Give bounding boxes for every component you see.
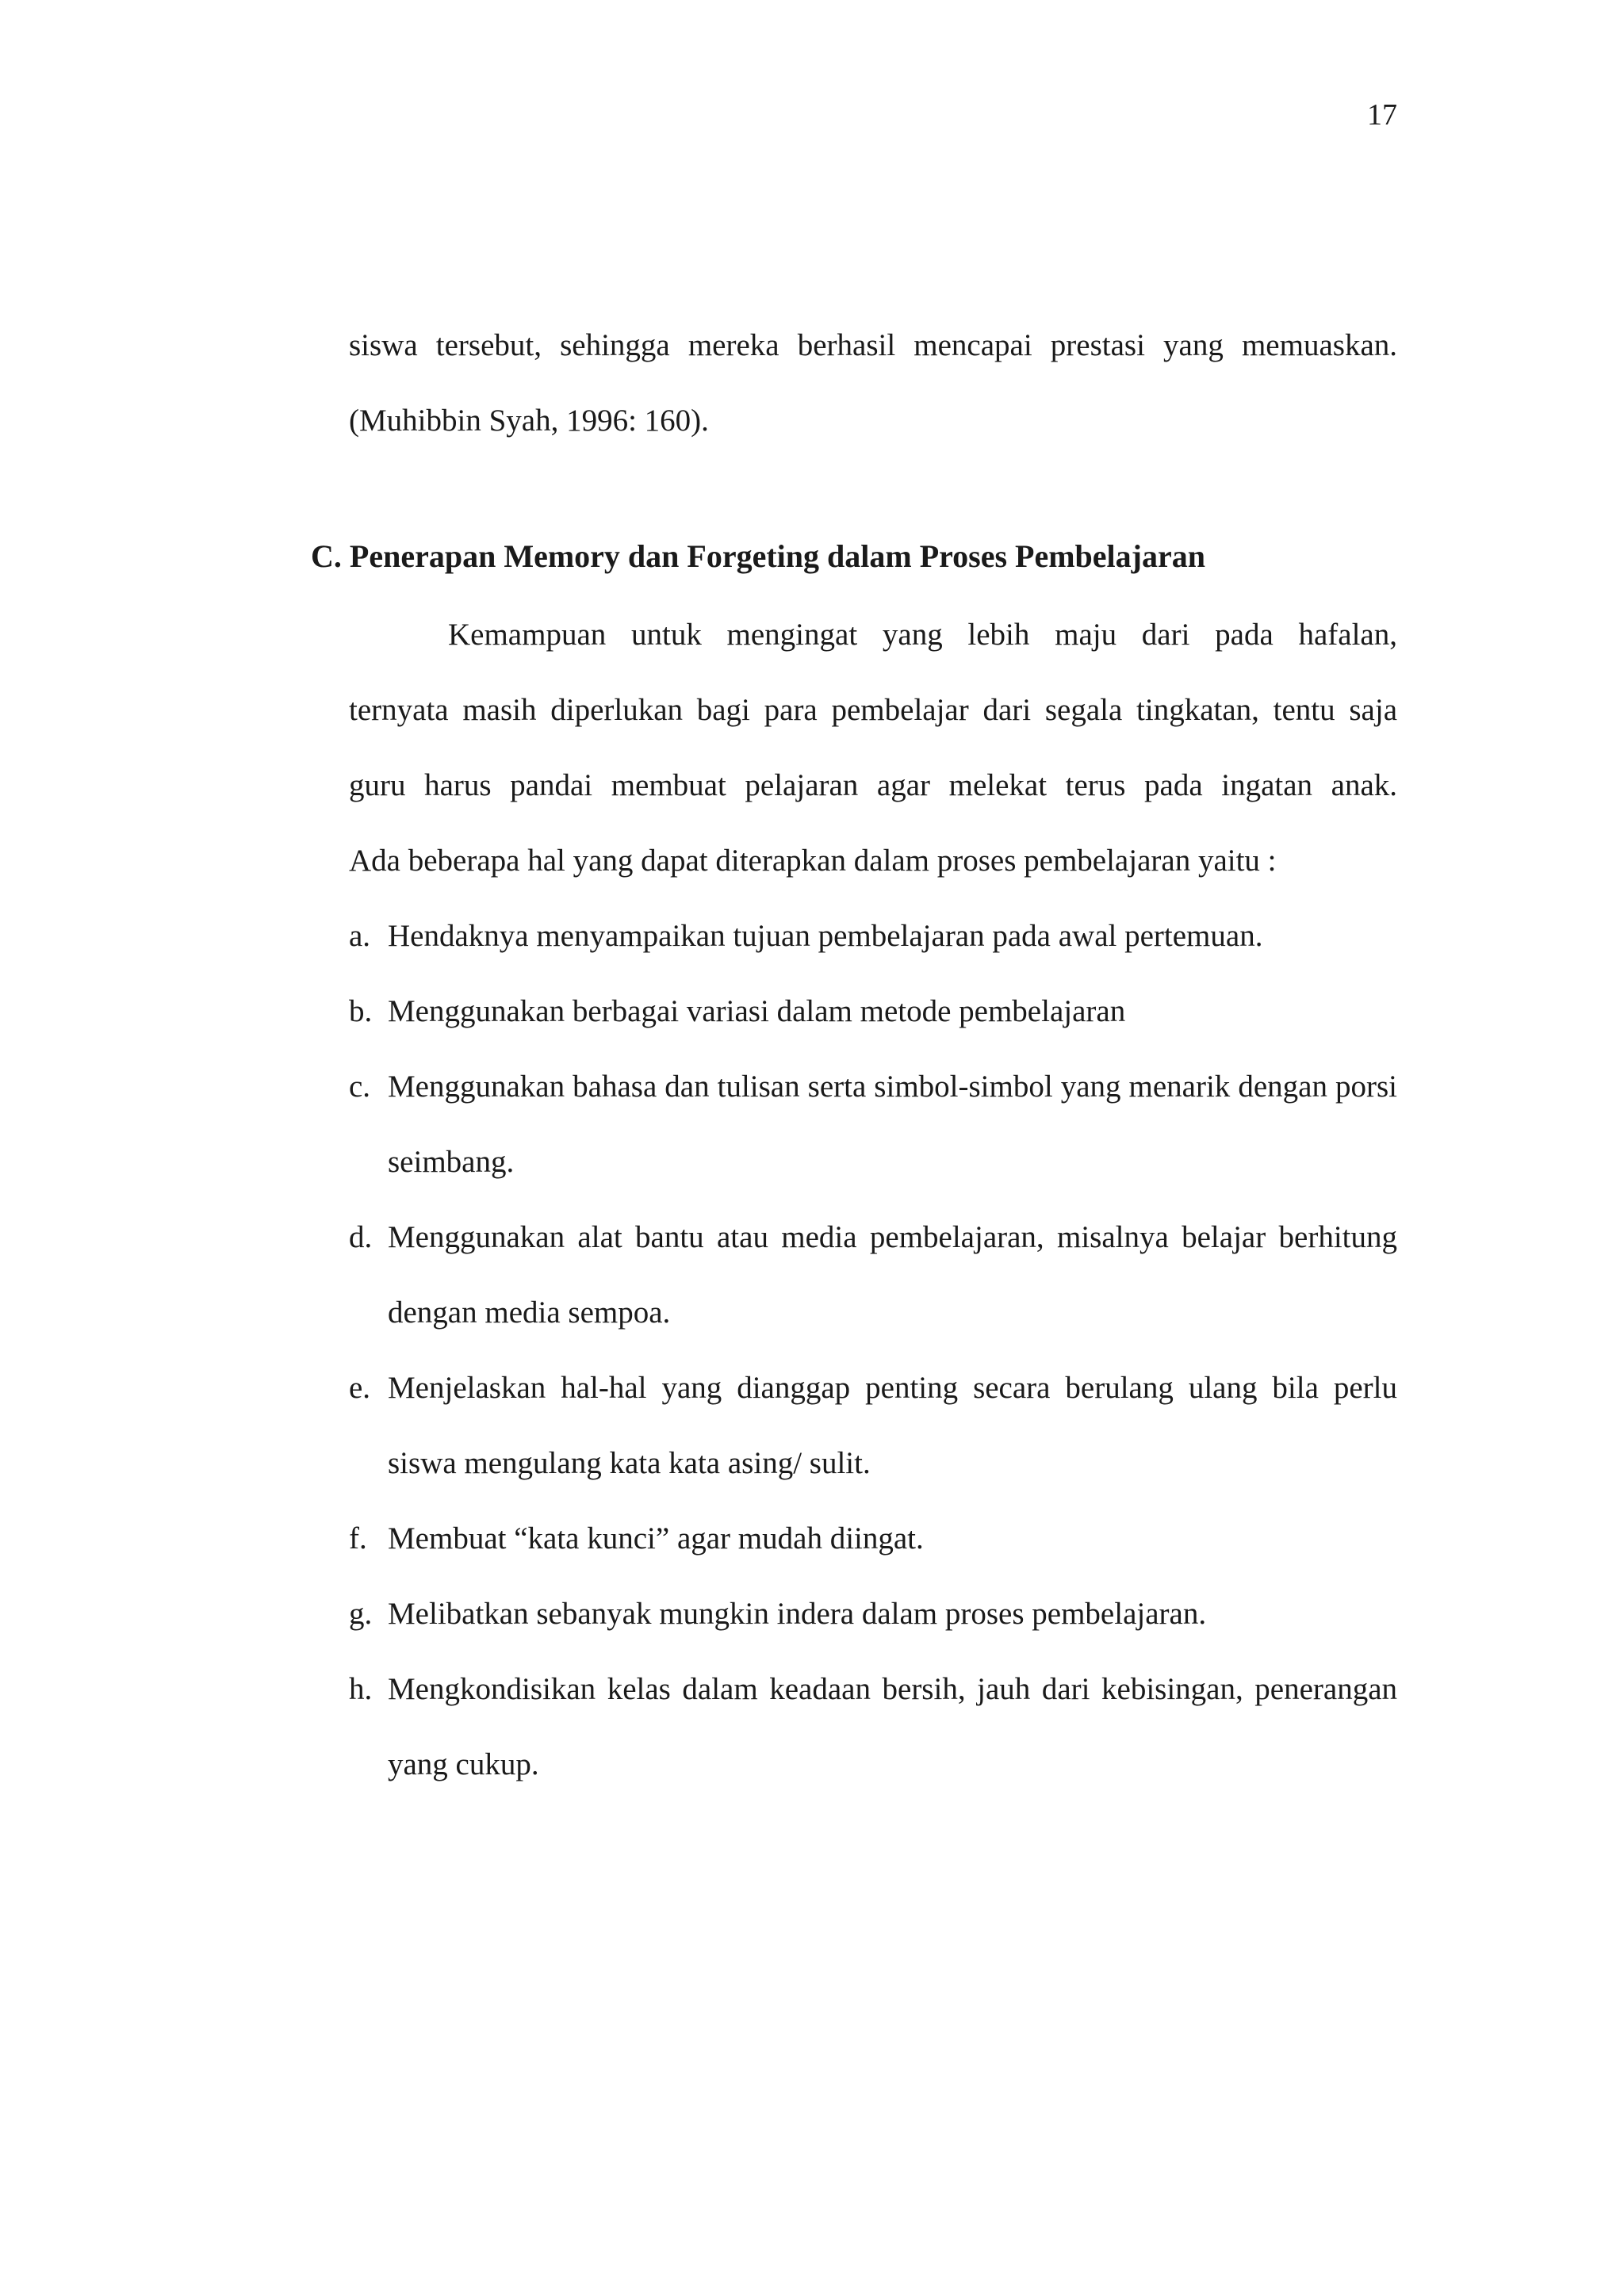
list-item-text: Menggunakan alat bantu atau media pembelajaran, misalnya belajar berhitung dengan media sempoa. xyxy=(388,1220,1397,1330)
list-marker: b. xyxy=(349,994,373,1028)
continuation-paragraph xyxy=(349,308,1397,458)
list-marker: e. xyxy=(349,1371,371,1405)
recommendation-list xyxy=(349,898,1397,1802)
list-item-text: Mengkondisikan kelas dalam keadaan bersih, jauh dari kebisingan, penerangan yang cukup. xyxy=(388,1672,1397,1781)
section-heading: C. Penerapan Memory dan Forgeting dalam Proses Pembelajaran xyxy=(311,538,1205,574)
list-item-a xyxy=(349,898,1397,974)
list-item-text: Menjelaskan hal-hal yang dianggap penting secara berulang ulang bila perlu siswa mengulang kata kata asing/ sulit. xyxy=(388,1371,1397,1480)
list-item-g xyxy=(349,1576,1397,1651)
section-body xyxy=(349,597,1397,1802)
list-item-h xyxy=(349,1651,1397,1802)
list-marker: f. xyxy=(349,1521,367,1556)
paragraph-line-1: Kemampuan untuk mengingat yang lebih maju dari pada hafalan, xyxy=(448,618,1397,652)
page-number: 17 xyxy=(1367,98,1397,132)
list-item-text: Menggunakan bahasa dan tulisan serta simbol-simbol yang menarik dengan porsi seimbang. xyxy=(388,1070,1397,1179)
list-marker: a. xyxy=(349,919,371,953)
list-marker: h. xyxy=(349,1672,373,1706)
paragraph-line-2: ternyata masih diperlukan bagi para pembelajar dari segala tingkatan, tentu saja xyxy=(349,693,1397,727)
list-marker: c. xyxy=(349,1070,371,1104)
list-item-d xyxy=(349,1200,1397,1350)
list-item-b xyxy=(349,974,1397,1049)
paragraph-line-3: guru harus pandai membuat pelajaran agar melekat terus pada ingatan anak. xyxy=(349,768,1397,802)
continuation-line-2: (Muhibbin Syah, 1996: 160). xyxy=(349,404,709,438)
list-item-text: Hendaknya menyampaikan tujuan pembelajaran pada awal pertemuan. xyxy=(388,919,1263,953)
list-item-text: Melibatkan sebanyak mungkin indera dalam proses pembelajaran. xyxy=(388,1597,1207,1631)
list-marker: g. xyxy=(349,1597,373,1631)
list-item-e xyxy=(349,1350,1397,1501)
list-item-text: Membuat “kata kunci” agar mudah diingat. xyxy=(388,1521,924,1556)
list-item-c xyxy=(349,1049,1397,1200)
continuation-line-1: siswa tersebut, sehingga mereka berhasil mencapai prestasi yang memuaskan. xyxy=(349,328,1397,362)
list-item-text: Menggunakan berbagai variasi dalam metode pembelajaran xyxy=(388,994,1126,1028)
list-marker: d. xyxy=(349,1220,373,1254)
list-item-f xyxy=(349,1501,1397,1576)
paragraph-line-4: Ada beberapa hal yang dapat diterapkan dalam proses pembelajaran yaitu : xyxy=(349,844,1277,878)
